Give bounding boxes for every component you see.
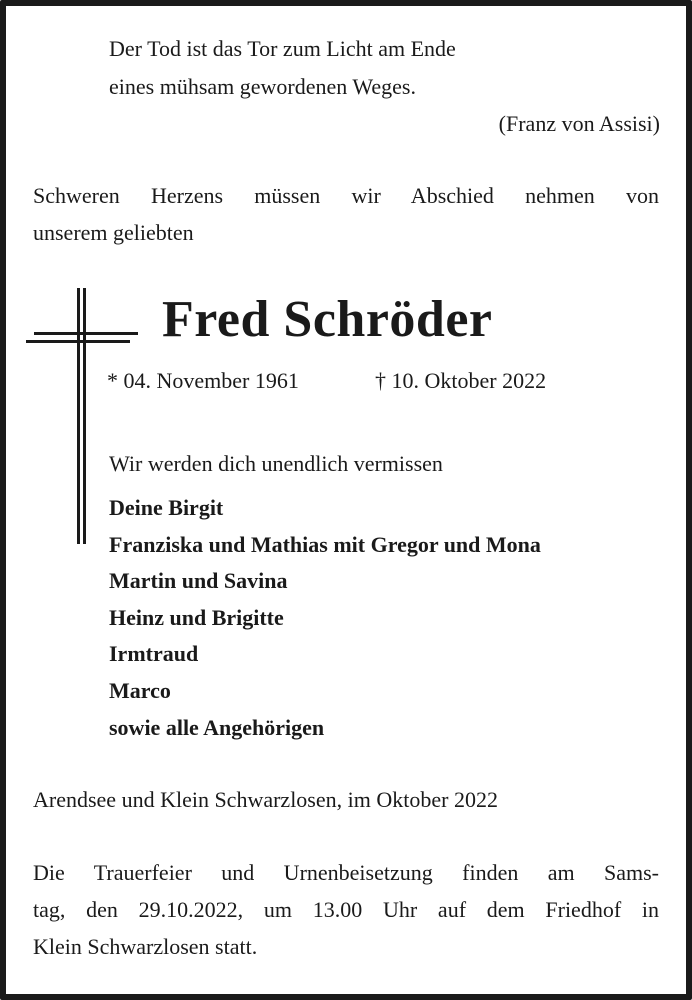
mourners-list [109, 490, 541, 746]
mourner-line: sowie alle Angehörigen [109, 714, 325, 740]
intro-text [33, 177, 659, 251]
mourner-line: Martin und Savina [109, 568, 288, 594]
cross-vertical-bar-right [83, 288, 86, 544]
mourner-line: Deine Birgit [109, 495, 224, 520]
quote-author: (Franz von Assisi) [498, 111, 660, 136]
mourner-line: Marco [109, 677, 171, 703]
service-text [33, 854, 659, 965]
service-line-3: Klein Schwarzlosen statt. [33, 934, 258, 959]
cross-vertical-bar-left [77, 288, 80, 544]
mourner-line: Irmtraud [109, 641, 199, 667]
place-date: Arendsee und Klein Schwarzlosen, im Oktober 2022 [33, 787, 498, 812]
service-line-1: Die Trauerfeier und Urnenbeisetzung finden am Sams- [33, 860, 659, 885]
quote-line-1: Der Tod ist das Tor zum Licht am Ende [109, 36, 456, 61]
birth-date: * 04. November 1961 [107, 368, 299, 393]
intro-line-2: unserem geliebten [33, 220, 194, 245]
intro-line-1: Schweren Herzens müssen wir Abschied nehmen von [33, 183, 659, 208]
miss-text: Wir werden dich unendlich vermissen [109, 451, 443, 476]
cross-horizontal-bar-bottom [26, 340, 130, 343]
cross-horizontal-bar-top [34, 332, 138, 335]
service-line-2: tag, den 29.10.2022, um 13.00 Uhr auf dem Friedhof in [33, 897, 659, 922]
deceased-name: Fred Schröder [162, 291, 493, 348]
mourner-line: Heinz und Brigitte [109, 604, 284, 630]
mourner-line: Franziska und Mathias mit Gregor und Mona [109, 531, 541, 557]
death-date: † 10. Oktober 2022 [375, 368, 547, 393]
quote-line-2: eines mühsam gewordenen Weges. [109, 74, 416, 99]
